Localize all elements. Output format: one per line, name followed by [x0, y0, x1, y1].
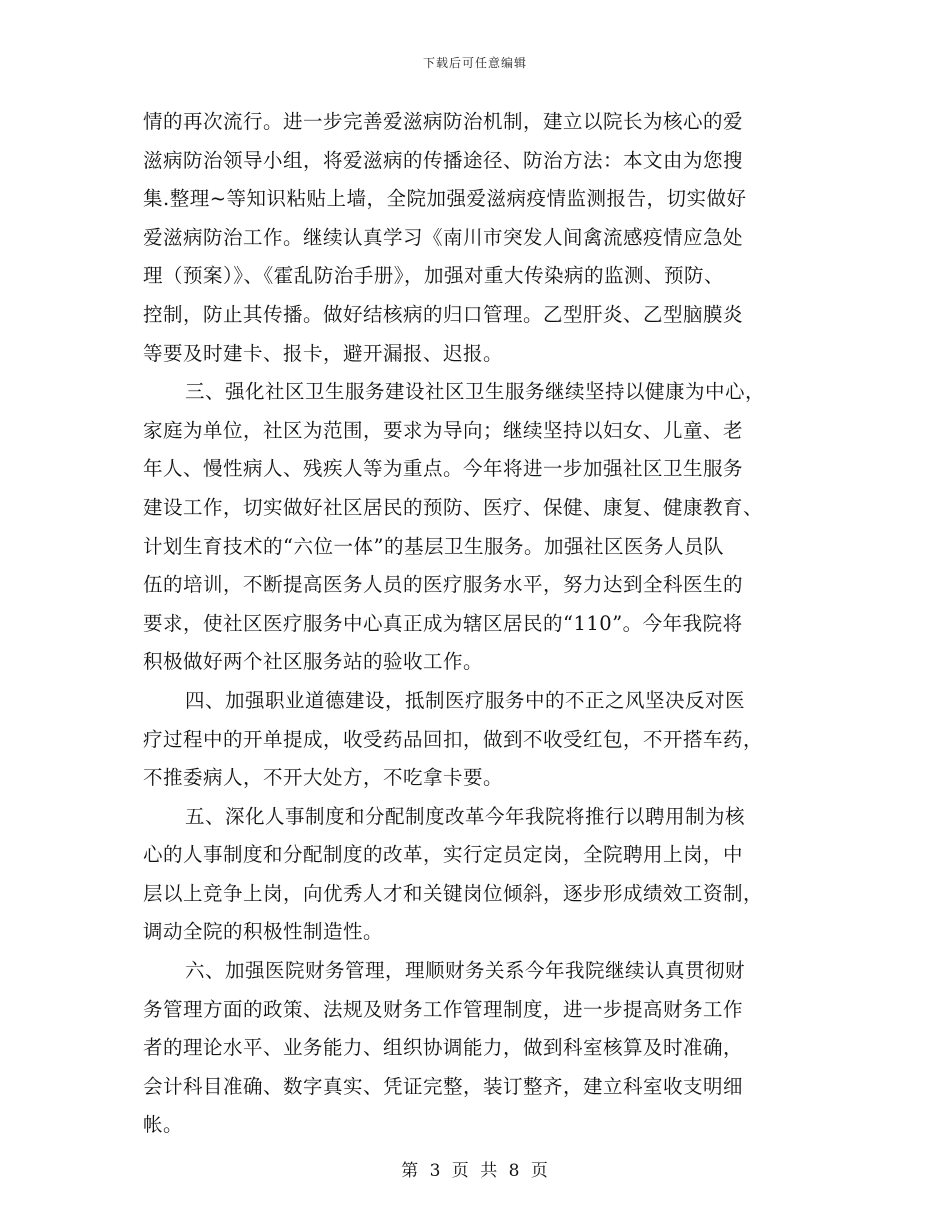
text-line: 爱滋病防治工作。继续认真学习《南川市突发人间禽流感疫情应急处	[143, 225, 744, 249]
text-line: 滋病防治领导小组，将爱滋病的传播途径、防治方法：本文由为您搜	[143, 148, 744, 172]
text-line: 不推委病人，不开大处方，不吃拿卡要。	[143, 766, 504, 790]
text-line: 务管理方面的政策、法规及财务工作管理制度，进一步提高财务工作	[143, 997, 744, 1021]
text-line: 情的再次流行。进一步完善爱滋病防治机制，建立以院长为核心的爱	[143, 110, 744, 133]
text-line: 集.整理~等知识粘贴上墙，全院加强爱滋病疫情监测报告，切实做好	[143, 187, 747, 211]
paragraph-5-start: 五、深化人事制度和分配制度改革今年我院将推行以聘用制为核	[185, 804, 746, 828]
text-line: 积极做好两个社区服务站的验收工作。	[143, 650, 484, 674]
text-line: 会计科目准确、数字真实、凭证完整，装订整齐，建立科室收支明细	[143, 1074, 744, 1098]
paragraph-6-start: 六、加强医院财务管理，理顺财务关系今年我院继续认真贯彻财	[185, 959, 746, 983]
text-line: 控制，防止其传播。做好结核病的归口管理。乙型肝炎、乙型脑膜炎	[143, 302, 744, 326]
text-line: 家庭为单位，社区为范围，要求为导向；继续坚持以妇女、儿童、老	[143, 418, 744, 442]
text-line: 计划生育技术的“六位一体”的基层卫生服务。加强社区医务人员队	[143, 534, 724, 558]
page-header: 下载后可任意编辑	[422, 56, 527, 70]
paragraph-3-start: 三、强化社区卫生服务建设社区卫生服务继续坚持以健康为中心，	[185, 380, 766, 404]
text-line: 疗过程中的开单提成，收受药品回扣，做到不收受红包，不开搭车药，	[143, 727, 764, 751]
text-line: 帐。	[143, 1113, 184, 1137]
text-line: 层以上竞争上岗，向优秀人才和关键岗位倾斜，逐步形成绩效工资制，	[143, 881, 764, 905]
text-line: 者的理论水平、业务能力、组织协调能力，做到科室核算及时准确，	[143, 1036, 744, 1060]
text-line: 伍的培训，不断提高医务人员的医疗服务水平，努力达到全科医生的	[143, 573, 744, 597]
text-line: 年人、慢性病人、残疾人等为重点。今年将进一步加强社区卫生服务	[143, 457, 744, 481]
paragraph-4-start: 四、加强职业道德建设，抵制医疗服务中的不正之风坚决反对医	[185, 688, 746, 712]
text-line: 理（预案）》、《霍乱防治手册》，加强对重大传染病的监测、预防、	[143, 264, 725, 288]
text-line: 心的人事制度和分配制度的改革，实行定员定岗，全院聘用上岗，中	[143, 843, 744, 867]
text-line: 调动全院的积极性制造性。	[143, 920, 384, 944]
document-body	[143, 103, 813, 1145]
page-footer: 第 3 页 共 8 页	[401, 1161, 549, 1181]
text-line: 要求，使社区医疗服务中心真正成为辖区居民的“110”。今年我院将	[143, 611, 743, 635]
text-line: 等要及时建卡、报卡，避开漏报、迟报。	[143, 341, 504, 365]
text-line: 建设工作，切实做好社区居民的预防、医疗、保健、康复、健康教育、	[143, 495, 764, 519]
